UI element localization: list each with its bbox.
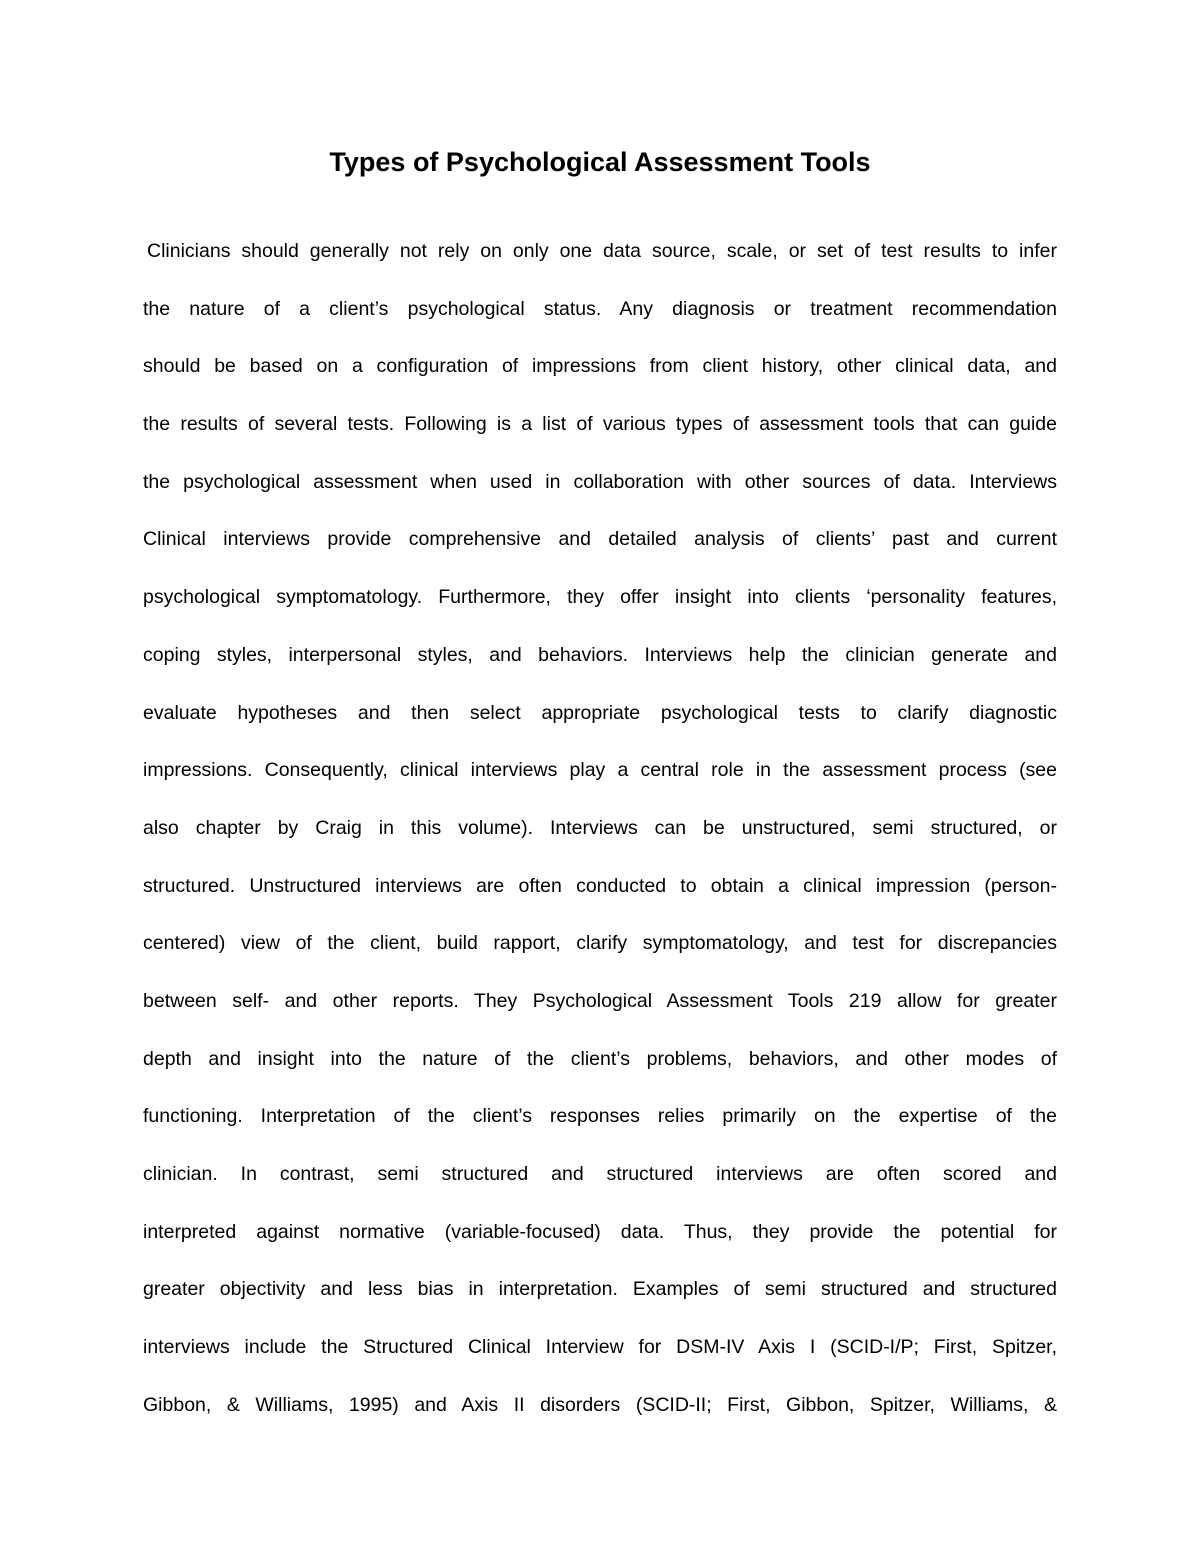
paragraph-line: clinician. In contrast, semi structured and structured interviews are often scored and xyxy=(143,1163,1057,1185)
paragraph-line: structured. Unstructured interviews are often conducted to obtain a clinical impression (person- xyxy=(143,874,1057,897)
paragraph-line: the nature of a client’s psychological status. Any diagnosis or treatment recommendation xyxy=(143,297,1057,320)
paragraph-line: also chapter by Craig in this volume). Interviews can be unstructured, semi structured, or xyxy=(143,816,1057,839)
paragraph-line: depth and insight into the nature of the client’s problems, behaviors, and other modes of xyxy=(143,1047,1057,1070)
paragraph-line: Clinicians should generally not rely on only one data source, scale, or set of test results to infer xyxy=(147,240,1057,262)
paragraph-line: greater objectivity and less bias in interpretation. Examples of semi structured and structured xyxy=(143,1278,1057,1301)
paragraph-line: between self- and other reports. They Psychological Assessment Tools 219 allow for greater xyxy=(143,989,1057,1012)
body-paragraph xyxy=(143,229,1057,1440)
paragraph-line: functioning. Interpretation of the client’s responses relies primarily on the expertise of the xyxy=(143,1105,1057,1128)
paragraph-line: Clinical interviews provide comprehensive and detailed analysis of clients’ past and current xyxy=(143,528,1057,551)
paragraph-line: interviews include the Structured Clinical Interview for DSM-IV Axis I (SCID-I/P; First, Spitzer, xyxy=(143,1336,1057,1359)
paragraph-line: the results of several tests. Following is a list of various types of assessment tools that can guide xyxy=(143,413,1057,436)
paragraph-line: psychological symptomatology. Furthermore, they offer insight into clients ‘personality features, xyxy=(143,586,1057,609)
paragraph-line: Gibbon, & Williams, 1995) and Axis II disorders (SCID-II; First, Gibbon, Spitzer, Williams, & xyxy=(143,1393,1057,1416)
paragraph-line: impressions. Consequently, clinical interviews play a central role in the assessment process (see xyxy=(143,759,1057,782)
paragraph-line: should be based on a configuration of impressions from client history, other clinical data, and xyxy=(143,355,1057,378)
paragraph-line: coping styles, interpersonal styles, and behaviors. Interviews help the clinician generate and xyxy=(143,643,1057,666)
paragraph-line: centered) view of the client, build rapport, clarify symptomatology, and test for discrepancies xyxy=(143,932,1057,955)
paragraph-line: interpreted against normative (variable-focused) data. Thus, they provide the potential for xyxy=(143,1220,1057,1243)
paragraph-line: evaluate hypotheses and then select appropriate psychological tests to clarify diagnostic xyxy=(143,701,1057,724)
paragraph-line: the psychological assessment when used in collaboration with other sources of data. Interviews xyxy=(143,470,1057,493)
document-title: Types of Psychological Assessment Tools xyxy=(329,147,871,177)
